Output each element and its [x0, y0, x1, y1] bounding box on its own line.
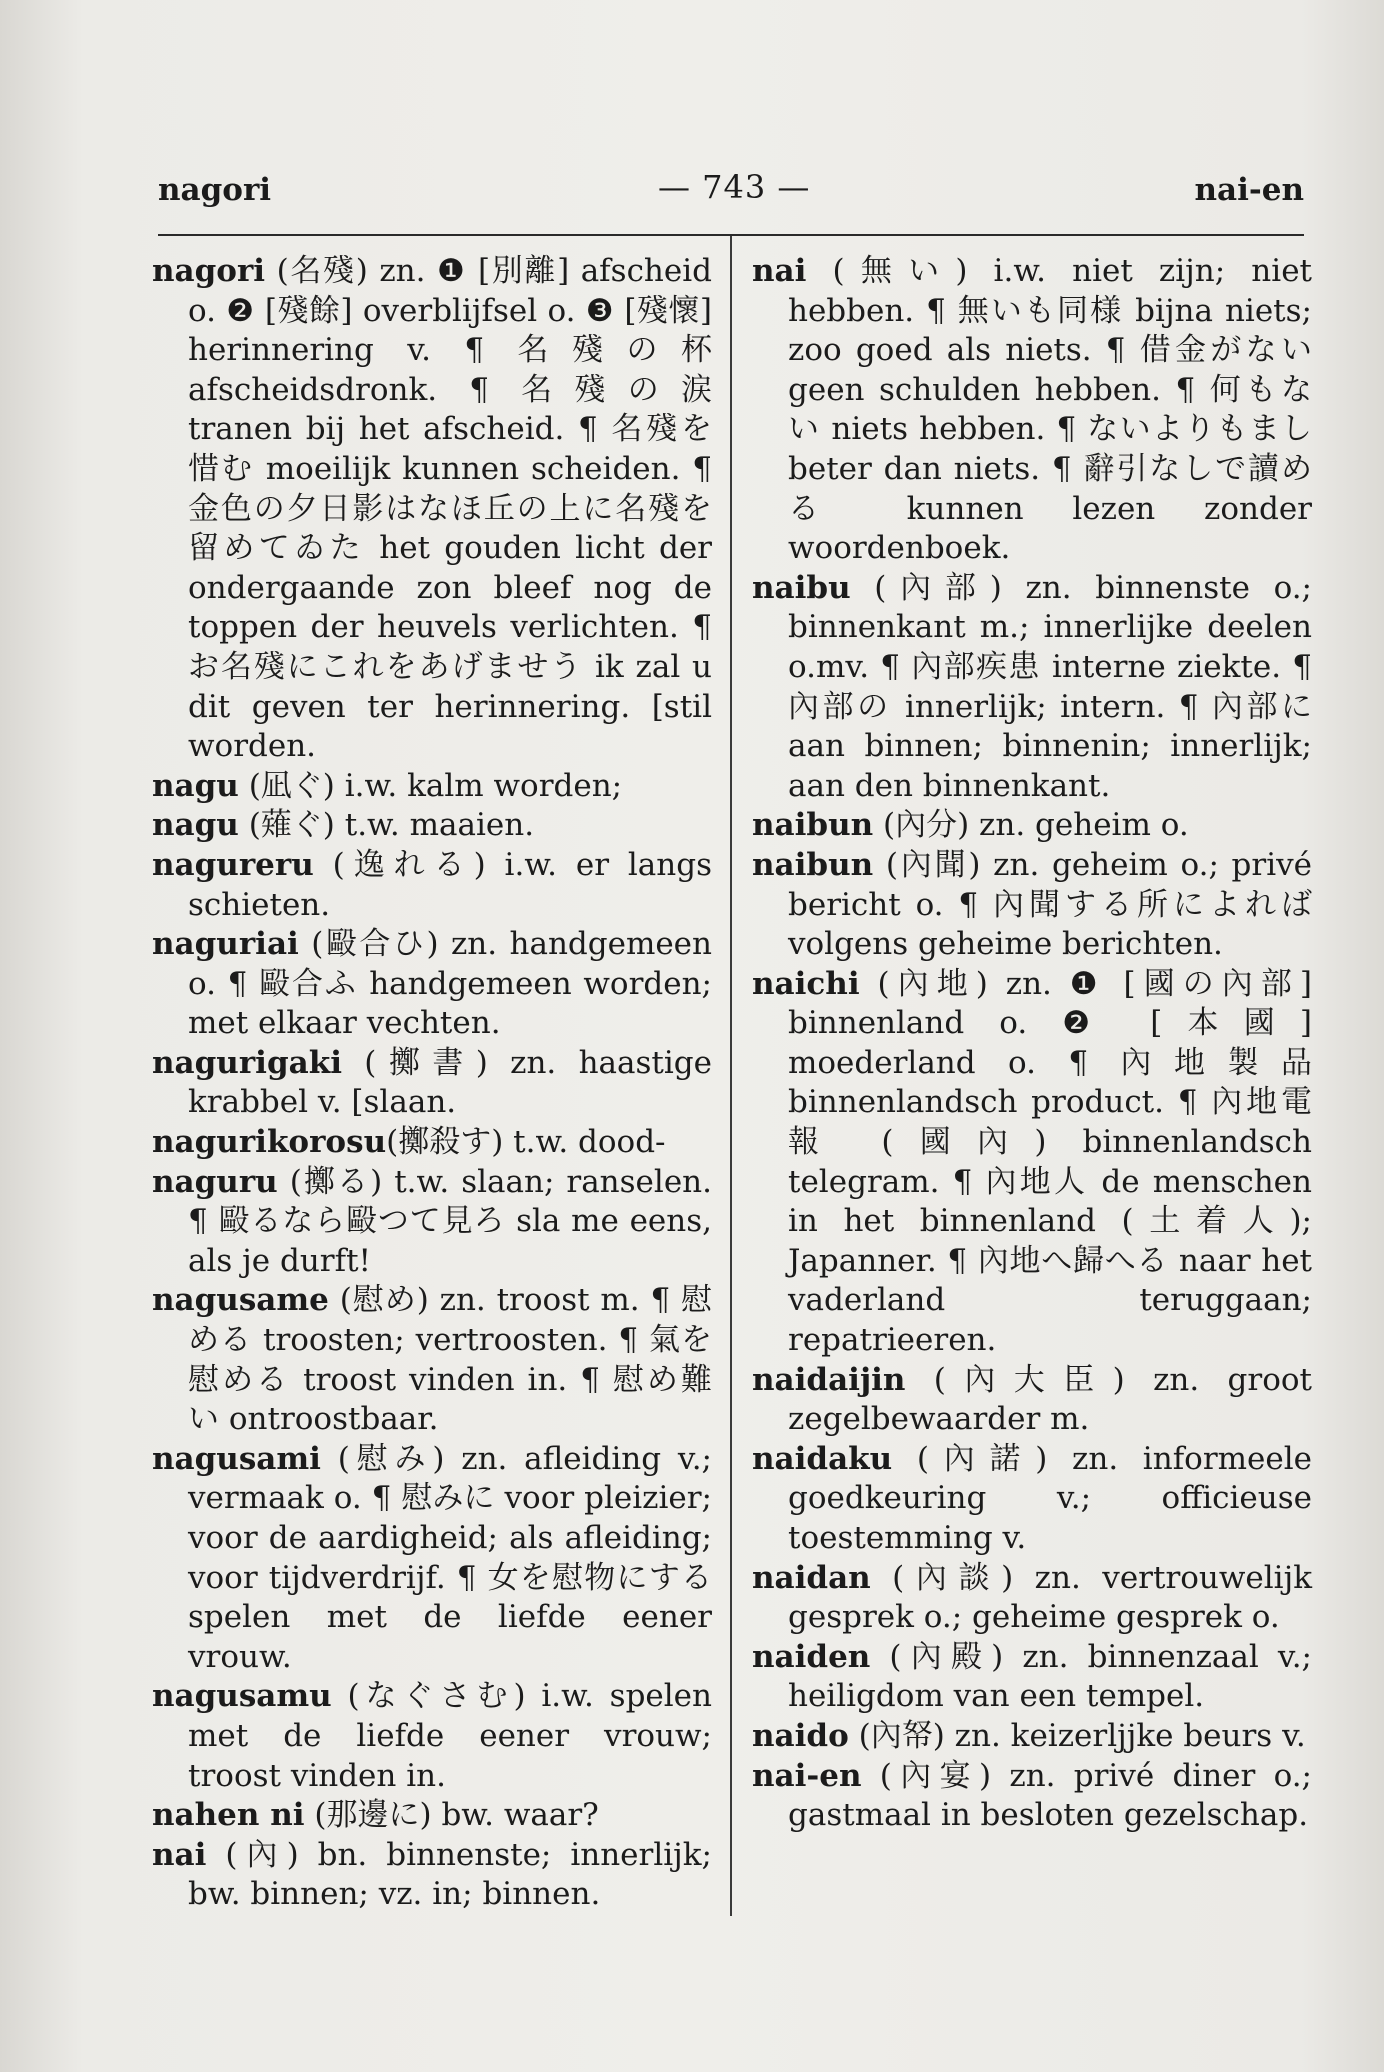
- entry-headword: naidaijin: [752, 1361, 906, 1398]
- entry-headword: nagusami: [152, 1440, 321, 1477]
- entry-definition: (名殘) zn. ❶ [別離] afscheid o. ❷ [殘餘] overblijfsel o. ❸ [殘懷] herinnering v. ¶ 名殘の杯 afscheidsdronk. ¶ 名殘の涙 tranen bij het afscheid. ¶ 名殘を惜む moeilijk kunnen scheiden. ¶ 金色の夕日影はなほ丘の上に名殘を留めてゐた het gouden licht der ondergaande zon bleef nog de toppen der heuvels verlichten. ¶ お名殘にこれをあげませう ik zal u dit geven ter herinnering. [stil worden.: [188, 253, 712, 765]
- right-guide-word: nai-en: [1194, 172, 1304, 208]
- entry-headword: naguru: [152, 1163, 278, 1200]
- dictionary-entry: [152, 846, 712, 925]
- dictionary-entry: [752, 846, 1312, 965]
- dictionary-entry: [752, 1559, 1312, 1638]
- entry-definition: (擲る) t.w. slaan; ranselen. ¶ 毆るなら毆つて見ろ sla me eens, als je durft!: [188, 1163, 712, 1279]
- entry-definition: (逸れる) i.w. er langs schieten.: [188, 846, 712, 923]
- entry-definition: (慰み) zn. afleiding v.; vermaak o. ¶ 慰みに voor pleizier; voor de aardigheid; als afleiding; voor tijdverdrijf. ¶ 女を慰物にする spelen met de liefde eener vrouw.: [188, 1440, 712, 1675]
- entry-definition: (內殿) zn. binnenzaal v.; heiligdom van een tempel.: [788, 1638, 1312, 1715]
- dictionary-entry: [752, 1638, 1312, 1717]
- dictionary-entry: [152, 767, 712, 807]
- dictionary-entry: [752, 569, 1312, 807]
- dictionary-entry: [152, 925, 712, 1044]
- entry-definition: (擲書) zn. haastige krabbel v. [slaan.: [188, 1044, 712, 1121]
- entry-headword: nagurigaki: [152, 1044, 342, 1081]
- entry-definition: (內部) zn. binnenste o.; binnenkant m.; innerlijke deelen o.mv. ¶ 內部疾患 interne ziekte. ¶ 內部の innerlijk; intern. ¶ 內部に aan binnen; binnenin; innerlijk; aan den binnenkant.: [788, 569, 1312, 804]
- entry-headword: naido: [752, 1717, 849, 1754]
- dictionary-entry: [152, 252, 712, 767]
- entry-headword: naiden: [752, 1638, 871, 1675]
- entry-definition: (なぐさむ) i.w. spelen met de liefde eener vrouw; troost vinden in.: [188, 1678, 712, 1794]
- entry-headword: nagu: [152, 767, 239, 804]
- entry-headword: nahen ni: [152, 1797, 305, 1834]
- dictionary-entry: [152, 1836, 712, 1915]
- entry-headword: naichi: [752, 965, 860, 1002]
- entry-definition: (內談) zn. vertrouwelijk gesprek o.; geheime gesprek o.: [788, 1559, 1312, 1636]
- dictionary-entry: [152, 1440, 712, 1678]
- entry-headword: nagurikorosu: [152, 1124, 387, 1161]
- entry-headword: naguriai: [152, 926, 299, 963]
- entry-definition: (慰め) zn. troost m. ¶ 慰める troosten; vertroosten. ¶ 氣を慰める troost vinden in. ¶ 慰め難い ontroostbaar.: [188, 1282, 712, 1438]
- dictionary-entry: [152, 1044, 712, 1123]
- page-number: — 743 —: [658, 168, 811, 206]
- entry-definition: (內聞) zn. geheim o.; privé bericht o. ¶ 內聞する所によれば volgens geheime berichten.: [788, 846, 1312, 963]
- dictionary-entry: [752, 1440, 1312, 1559]
- dictionary-entry: [152, 1677, 712, 1796]
- entry-headword: nagusame: [152, 1282, 329, 1319]
- entry-definition: (那邊に) bw. waar?: [304, 1797, 599, 1834]
- dictionary-entry: [752, 252, 1312, 569]
- left-column: [152, 252, 712, 1915]
- dictionary-entry: [752, 965, 1312, 1361]
- column-divider: [730, 236, 732, 1916]
- dictionary-entry: [152, 1123, 712, 1163]
- entry-definition: (毆合ひ) zn. handgemeen o. ¶ 毆合ふ handgemeen worden; met elkaar vechten.: [188, 926, 712, 1042]
- entry-definition: (內帑) zn. keizerljjke beurs v.: [848, 1717, 1306, 1754]
- entry-definition: (內) bn. binnenste; innerlijk; bw. binnen; vz. in; binnen.: [188, 1836, 712, 1913]
- entry-definition: (內大臣) zn. groot zegelbewaarder m.: [788, 1361, 1312, 1438]
- entry-headword: nagureru: [152, 846, 314, 883]
- entry-headword: naibu: [752, 569, 851, 606]
- left-guide-word: nagori: [158, 172, 272, 208]
- entry-headword: nai: [152, 1836, 207, 1873]
- entry-headword: naibun: [752, 807, 874, 844]
- entry-definition: (內分) zn. geheim o.: [873, 807, 1189, 844]
- entry-headword: nagori: [152, 253, 266, 289]
- entry-headword: nagu: [152, 807, 239, 844]
- dictionary-entry: [152, 1796, 712, 1836]
- entry-headword: nagusamu: [152, 1678, 332, 1715]
- dictionary-entry: [152, 1281, 712, 1439]
- dictionary-entry: [152, 1163, 712, 1282]
- entry-definition: (內宴) zn. privé diner o.; gastmaal in besloten gezelschap.: [788, 1757, 1312, 1834]
- dictionary-entry: [752, 1757, 1312, 1836]
- dictionary-entry: [752, 1717, 1312, 1757]
- entry-definition: (薙ぐ) t.w. maaien.: [238, 807, 535, 844]
- entry-definition: (凪ぐ) i.w. kalm worden;: [238, 767, 623, 804]
- entry-headword: naidan: [752, 1559, 871, 1596]
- entry-definition: (內地) zn. ❶ [國の內部] binnenland o. ❷ [本國] moederland o. ¶ 內地製品 binnenlandsch product. ¶ 內地電報 (國內) binnenlandsch telegram. ¶ 內地人 de menschen in het binnenland (土着人); Japanner. ¶ 內地へ歸へる naar het vaderland teruggaan; repatrieeren.: [788, 965, 1312, 1359]
- page-header: [158, 168, 1304, 218]
- entry-headword: naidaku: [752, 1440, 893, 1477]
- entry-definition: (內諾) zn. informeele goedkeuring v.; officieuse toestemming v.: [788, 1440, 1312, 1556]
- right-column: [752, 252, 1312, 1836]
- entry-headword: naibun: [752, 846, 874, 883]
- dictionary-entry: [752, 1361, 1312, 1440]
- entry-definition: (擲殺す) t.w. dood-: [386, 1124, 666, 1161]
- entry-headword: nai: [752, 253, 807, 289]
- dictionary-entry: [152, 806, 712, 846]
- entry-headword: nai-en: [752, 1757, 862, 1794]
- entry-definition: (無い) i.w. niet zijn; niet hebben. ¶ 無いも同様 bijna niets; zoo goed als niets. ¶ 借金がない geen schulden hebben. ¶ 何もない niets hebben. ¶ ないよりもまし beter dan niets. ¶ 辭引なしで讀める kunnen lezen zonder woordenboek.: [788, 253, 1312, 567]
- dictionary-entry: [752, 806, 1312, 846]
